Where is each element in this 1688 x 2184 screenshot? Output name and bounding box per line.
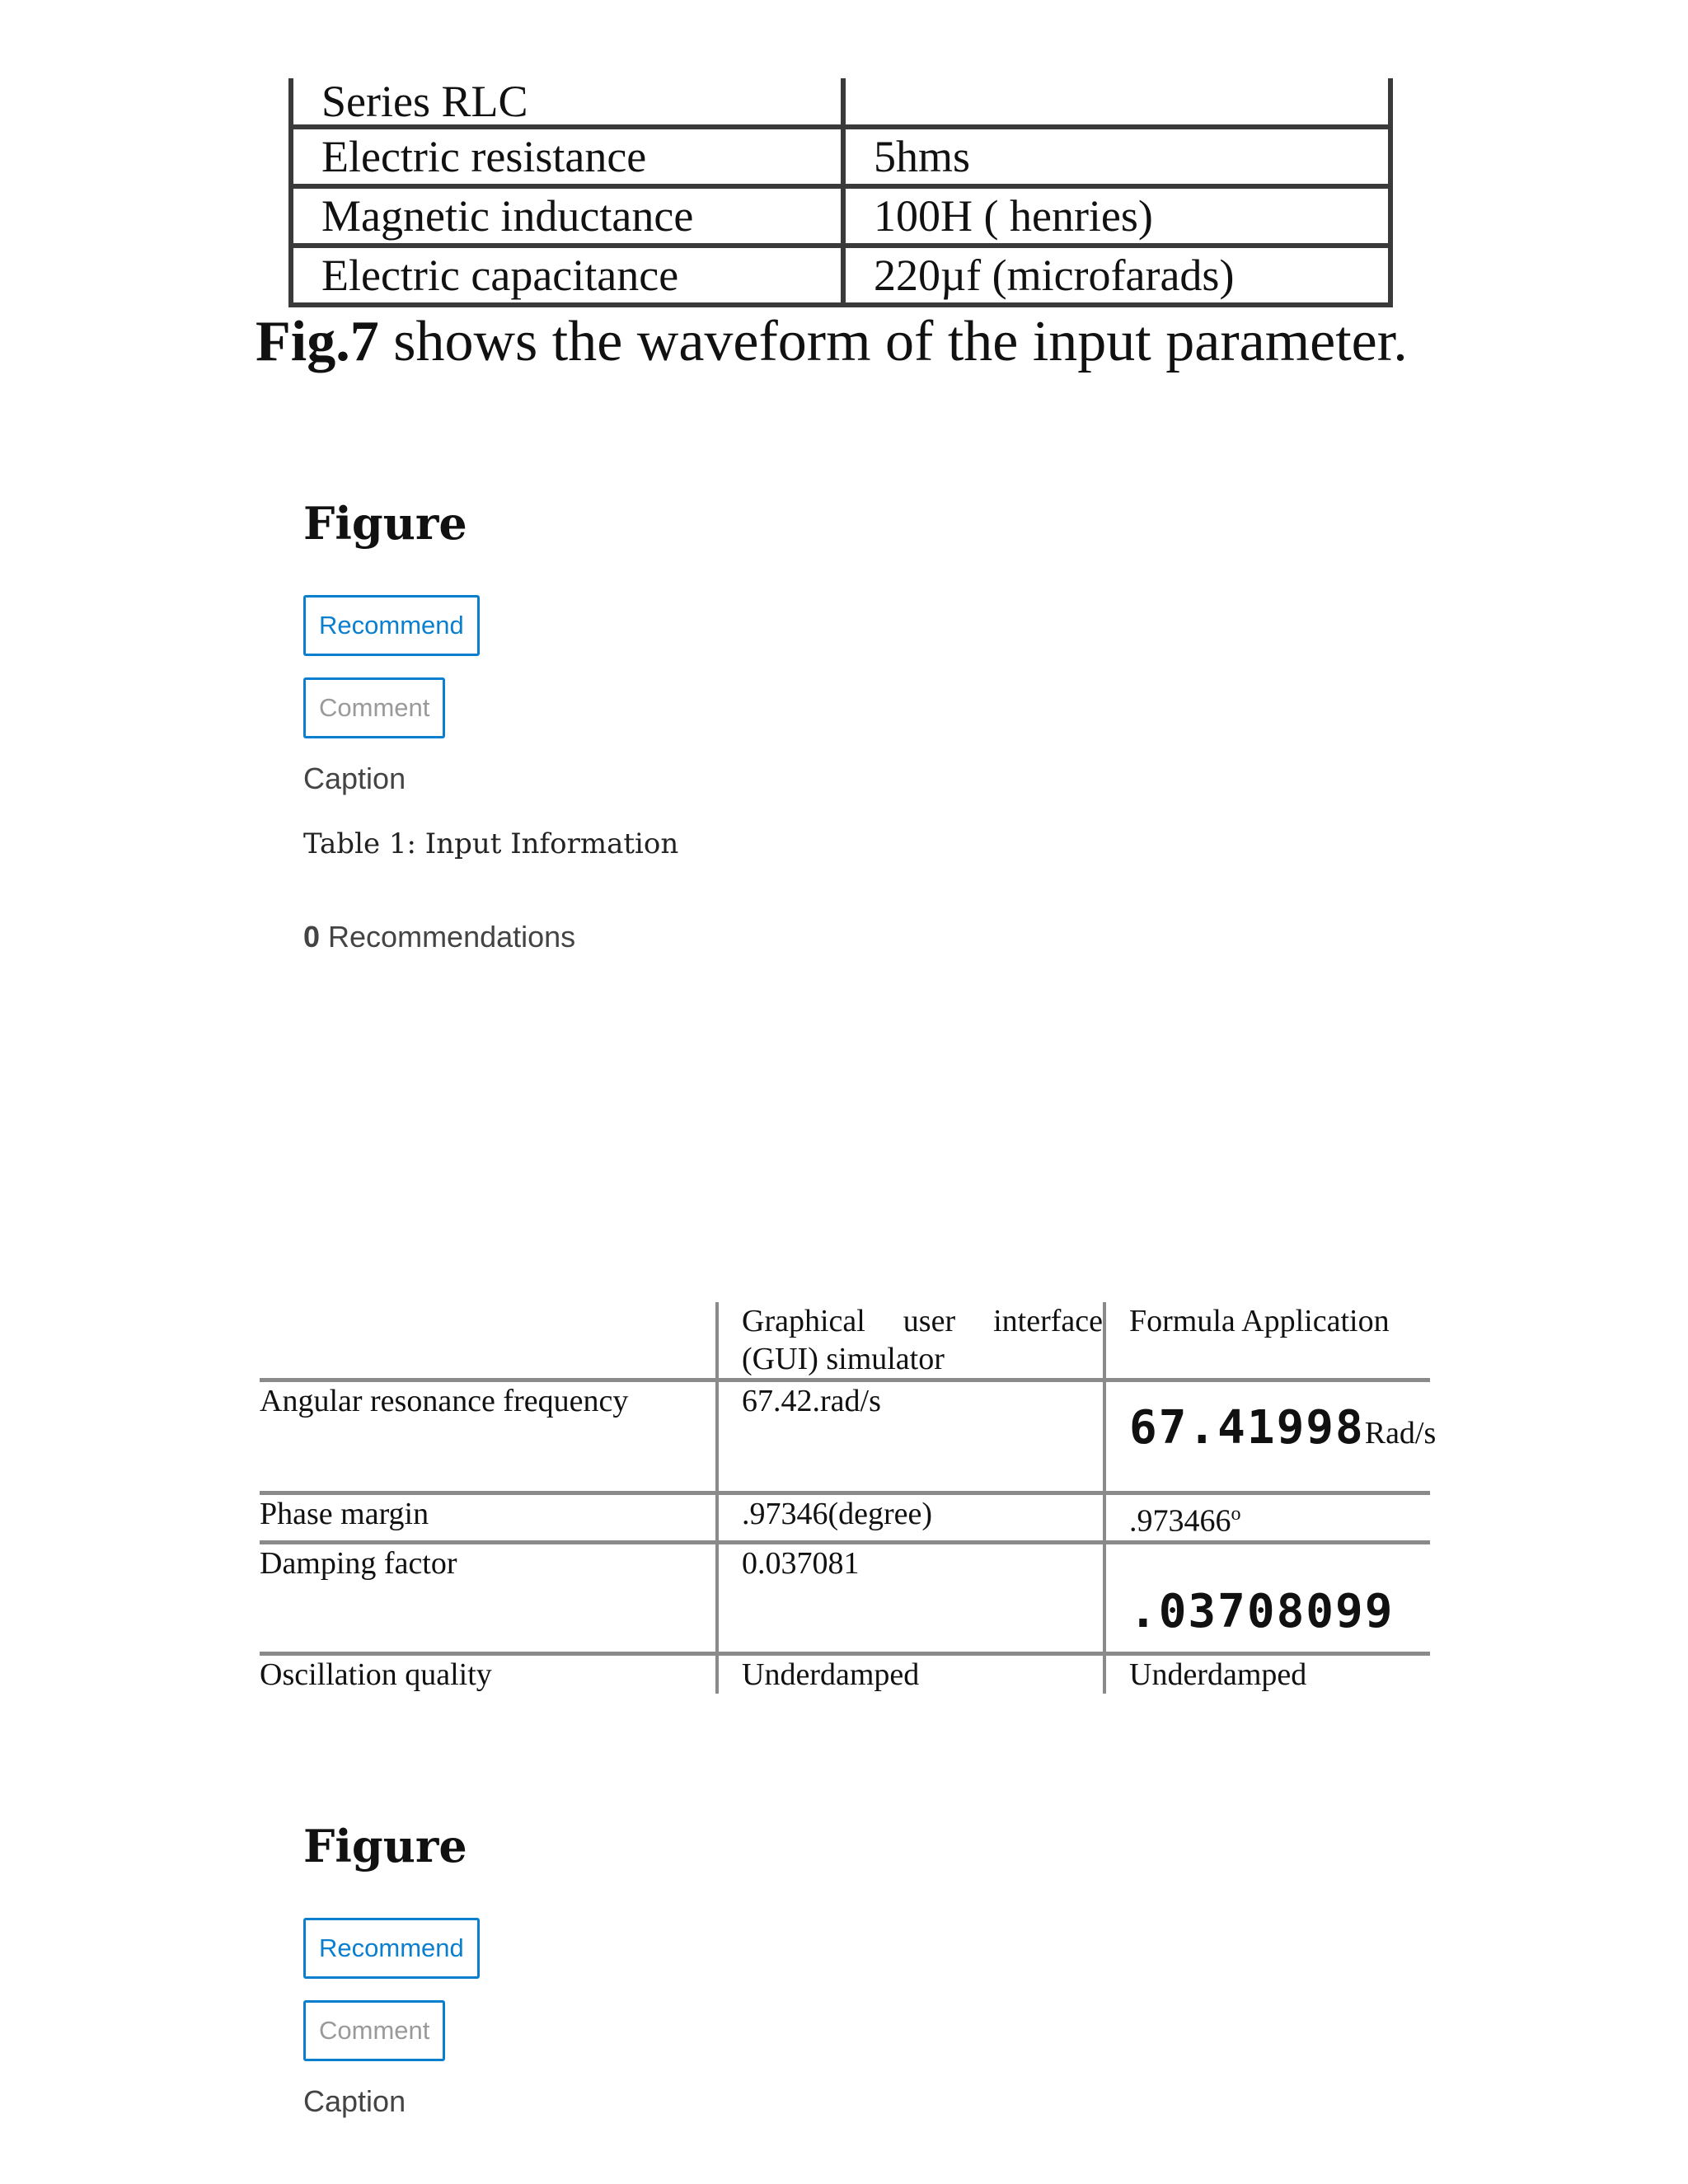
- figure-ref-bold: Fig.7: [256, 310, 379, 373]
- row-gui-value: 67.42.rad/s: [717, 1380, 1104, 1493]
- caption-label: Caption: [303, 2084, 406, 2118]
- figure-heading: Figure: [303, 497, 467, 550]
- table-row: [291, 186, 1390, 246]
- table-cell-value: 100H ( henries): [843, 186, 1390, 246]
- table-cell-label: Electric resistance: [291, 127, 843, 186]
- degree-symbol: o: [1231, 1503, 1241, 1525]
- formula-number: .973466: [1129, 1503, 1231, 1539]
- formula-number: 67.41998: [1129, 1401, 1365, 1455]
- row-label: Oscillation quality: [260, 1653, 717, 1694]
- header-gui-line2: (GUI) simulator: [742, 1342, 945, 1376]
- row-formula-value: Underdamped: [1104, 1653, 1430, 1694]
- table-cell-value: [843, 78, 1390, 127]
- figure-ref-text: shows the waveform of the input parameter.: [378, 310, 1408, 373]
- recommend-button[interactable]: Recommend: [303, 595, 480, 656]
- row-label: Damping factor: [260, 1542, 717, 1653]
- table-row: [291, 246, 1390, 305]
- table-row: [291, 127, 1390, 186]
- row-gui-value: .97346(degree): [717, 1493, 1104, 1543]
- recommendations-number: 0: [303, 920, 321, 954]
- header-gui-line1: Graphical user interface: [742, 1304, 1103, 1338]
- figure-2-widget: [303, 1817, 1375, 2119]
- comment-button[interactable]: Comment: [303, 677, 445, 738]
- comment-button[interactable]: Comment: [303, 2000, 445, 2061]
- table-cell-value: 5hms: [843, 127, 1390, 186]
- recommendations-label: Recommendations: [320, 920, 576, 954]
- caption-text: Table 1: Input Information: [303, 827, 679, 860]
- results-comparison-table: [260, 1302, 1437, 1694]
- table-cell-label: Magnetic inductance: [291, 186, 843, 246]
- table-header-formula: Formula Application: [1129, 1304, 1390, 1338]
- row-label: Angular resonance frequency: [260, 1380, 717, 1493]
- caption-label: Caption: [303, 762, 406, 795]
- figure-2-image: [260, 1302, 1437, 1692]
- figure-1-widget: [303, 494, 1375, 954]
- table-header-row: [260, 1302, 1430, 1380]
- row-formula-cell: [1104, 1542, 1430, 1653]
- table-row: [260, 1653, 1430, 1694]
- table-row: [291, 78, 1390, 127]
- recommend-button[interactable]: Recommend: [303, 1918, 480, 1979]
- table-header-gui: [717, 1302, 1104, 1380]
- table-cell-value: 220µf (microfarads): [843, 246, 1390, 305]
- formula-number: .03708099: [1129, 1584, 1395, 1638]
- table-header-empty: [260, 1302, 717, 1380]
- row-gui-value: 0.037081: [717, 1542, 1104, 1653]
- table-row: [260, 1542, 1430, 1653]
- table-row: [260, 1493, 1430, 1543]
- input-information-table: [288, 78, 1393, 307]
- table-cell-label: Electric capacitance: [291, 246, 843, 305]
- row-formula-value: [1129, 1401, 1437, 1460]
- figure-1-image: [256, 78, 1434, 375]
- row-gui-value: Underdamped: [717, 1653, 1104, 1694]
- figure-text-line: [256, 309, 1408, 375]
- recommendations-count: [303, 920, 1375, 954]
- formula-unit: Rad/s: [1364, 1416, 1437, 1451]
- row-label: Phase margin: [260, 1493, 717, 1543]
- row-formula-cell: [1104, 1493, 1430, 1543]
- row-formula-cell: [1104, 1380, 1437, 1493]
- figure-heading: Figure: [303, 1820, 467, 1872]
- table-row: [260, 1380, 1430, 1493]
- table-cell-label: Series RLC: [291, 78, 843, 127]
